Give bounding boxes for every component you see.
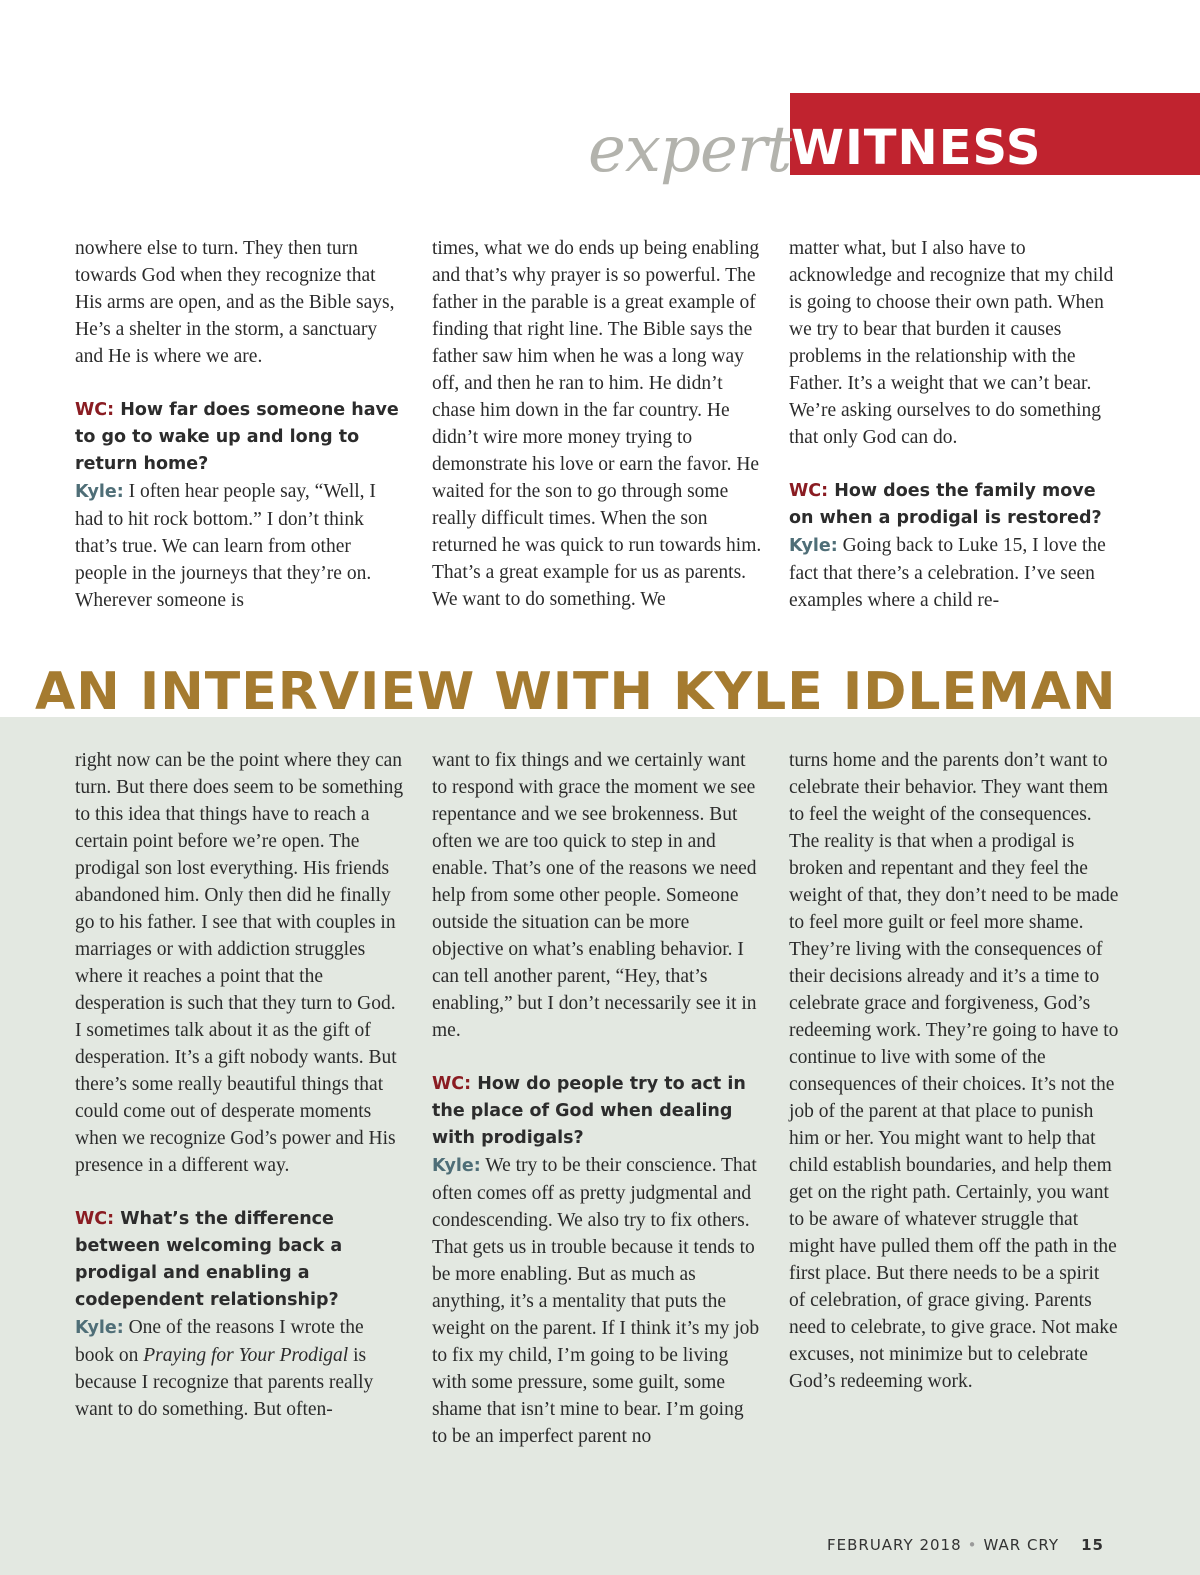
article-title: AN INTERVIEW WITH KYLE IDLEMAN: [35, 662, 1117, 722]
answer-text: I often hear people say, “Well, I had to hit rock bottom.” I don’t think that’s true. We can learn from other people in the journeys that they’re on. Wherever someone is: [75, 481, 376, 611]
body-paragraph: times, what we do ends up being enabling and that’s why prayer is so powerful. The father in the parable is a great example of finding that right line. The Bible says the father saw him when he was a long way off, and then he ran to him. He didn’t chase him down in the far country. He didn’t wire more money trying to demonstrate his love or earn the favor. He waited for the son to go through some really difficult times. When the son returned he was quick to run towards him. That’s a great example for us as parents. We want to do something. We: [432, 238, 762, 610]
section-header-expert: expert: [588, 113, 792, 187]
interview-question: [789, 478, 1119, 532]
section-header-witness: WITNESS: [791, 120, 1042, 174]
question-text: How far does someone have to go to wake up and long to return home?: [75, 400, 399, 474]
footer-issue-date: FEBRUARY 2018: [827, 1536, 962, 1554]
interview-answer: [75, 1314, 405, 1423]
body-paragraph: want to fix things and we certainly want to respond with grace the moment we see repentance and we see brokenness. But often we are too quick to step in and enable. That’s one of the reasons we need help from some other people. Someone outside the situation can be more objective on what’s enabling behavior. I can tell another parent, “Hey, that’s enabling,” but I don’t necessarily see it in me.: [432, 750, 757, 1041]
interview-question: [75, 1206, 405, 1314]
wc-label: WC:: [789, 481, 829, 501]
book-title: Praying for Your Prodigal: [143, 1345, 349, 1366]
footer-separator: •: [967, 1536, 978, 1554]
question-text: What’s the difference between welcoming back a prodigal and enabling a codependent relationship?: [75, 1209, 343, 1310]
answer-text: One of the reasons I wrote the book on: [75, 1317, 364, 1366]
wc-label: WC:: [75, 1209, 115, 1229]
question-text: How do people try to act in the place of God when dealing with prodigals?: [432, 1074, 746, 1148]
answer-text: Going back to Luke 15, I love the fact that there’s a celebration. I’ve seen examples where a child re-: [789, 535, 1106, 611]
page-number: 15: [1081, 1536, 1104, 1554]
kyle-label: Kyle:: [432, 1156, 481, 1176]
lower-column-1: [75, 747, 405, 1423]
body-paragraph: nowhere else to turn. They then turn towards God when they recognize that His arms are open, and as the Bible says, He’s a shelter in the storm, a sanctuary and He is where we are.: [75, 238, 395, 367]
question-text: How does the family move on when a prodigal is restored?: [789, 481, 1102, 528]
interview-question: [432, 1071, 762, 1152]
interview-answer: [432, 1152, 762, 1450]
interview-answer: [789, 532, 1119, 614]
interview-question: [75, 397, 405, 478]
page-footer: [827, 1535, 1104, 1555]
body-paragraph: turns home and the parents don’t want to celebrate their behavior. They want them to feel the weight of the consequences. The reality is that when a prodigal is broken and repentant and they feel the weight of that, they don’t need to be made to feel more guilt or feel more shame. They’re living with the consequences of their decisions already and it’s a time to celebrate grace and forgiveness, God’s redeeming work. They’re going to have to continue to live with some of the consequences of their choices. It’s not the job of the parent at that place to punish him or her. You might want to help that child establish boundaries, and help them get on the right path. Certainly, you want to be aware of whatever struggle that might have pulled them off the path in the first place. But there needs to be a spirit of celebration, of grace giving. Parents need to celebrate, to give grace. Not make excuses, not minimize but to celebrate God’s redeeming work.: [789, 750, 1119, 1392]
answer-text-continued: is because I recognize that parents really want to do something. But often-: [75, 1345, 374, 1420]
kyle-label: Kyle:: [75, 1318, 124, 1338]
footer-magazine-name: WAR CRY: [983, 1536, 1060, 1554]
upper-column-2: [432, 235, 762, 613]
body-paragraph: matter what, but I also have to acknowledge and recognize that my child is going to choose their own path. When we try to bear that burden it causes problems in the relationship with the Father. It’s a weight that we can’t bear. We’re asking ourselves to do something that only God can do.: [789, 238, 1114, 448]
lower-column-2: [432, 747, 762, 1450]
kyle-label: Kyle:: [75, 482, 124, 502]
upper-column-1: [75, 235, 405, 614]
body-paragraph: right now can be the point where they can turn. But there does seem to be something to this idea that things have to reach a certain point before we’re open. The prodigal son lost everything. His friends abandoned him. Only then did he finally go to his father. I see that with couples in marriages or with addiction struggles where it reaches a point that the desperation is such that they turn to God. I sometimes talk about it as the gift of desperation. It’s a gift nobody wants. But there’s some really beautiful things that could come out of desperate moments when we recognize God’s power and His presence in a different way.: [75, 750, 404, 1176]
upper-column-3: [789, 235, 1119, 614]
wc-label: WC:: [432, 1074, 472, 1094]
kyle-label: Kyle:: [789, 536, 838, 556]
lower-column-3: [789, 747, 1119, 1395]
interview-answer: [75, 478, 405, 614]
answer-text: We try to be their conscience. That often comes off as pretty judgmental and condescending. We also try to fix others. That gets us in trouble because it tends to be more enabling. But as much as anything, it’s a mentality that puts the weight on the parent. If I think it’s my job to fix my child, I’m going to be living with some pressure, some guilt, some shame that isn’t mine to bear. I’m going to be an imperfect parent no: [432, 1155, 760, 1447]
wc-label: WC:: [75, 400, 115, 420]
